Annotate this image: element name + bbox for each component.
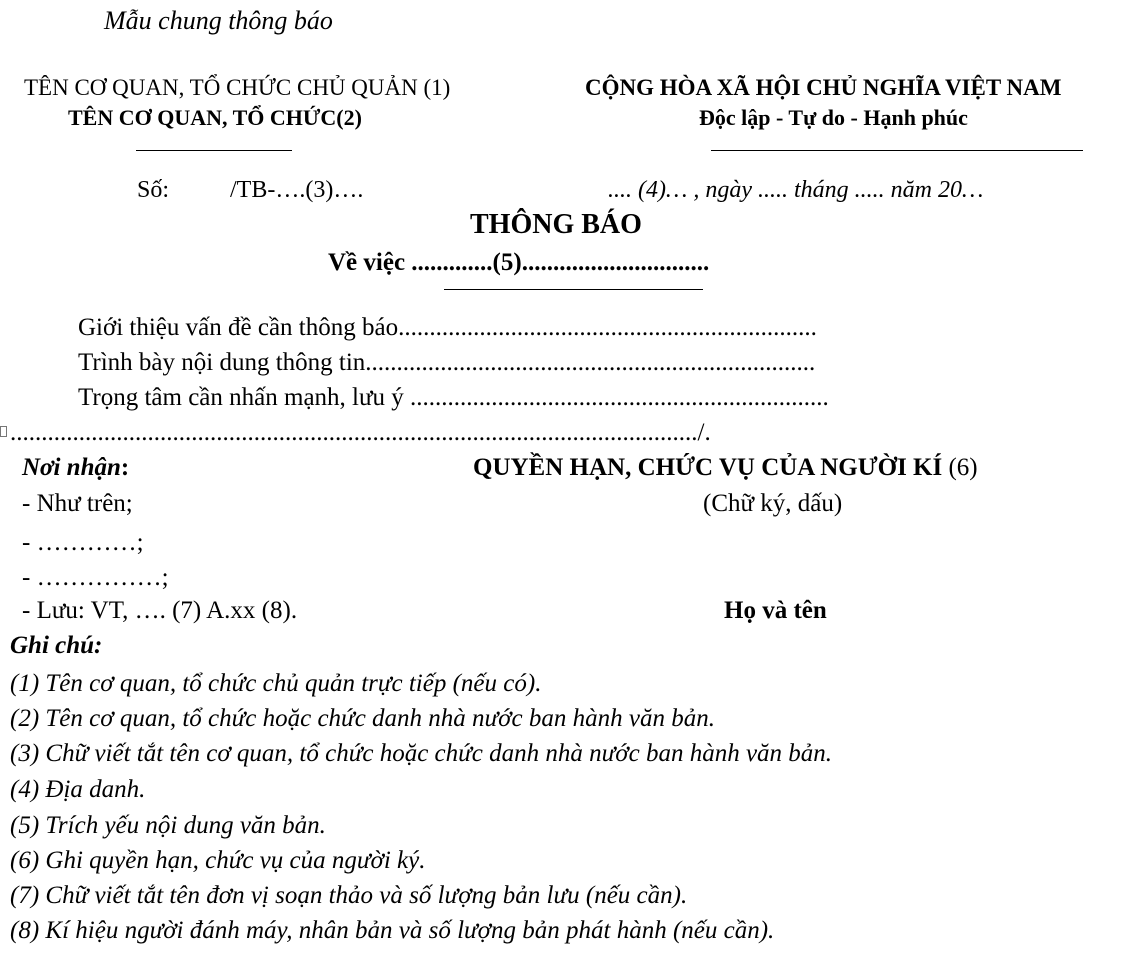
recipient-item: - Như trên; <box>22 490 133 517</box>
note-item: (2) Tên cơ quan, tổ chức hoặc chức danh nhà nước ban hành văn bản. <box>10 705 715 732</box>
note-item: (6) Ghi quyền hạn, chức vụ của người ký. <box>10 847 426 874</box>
signer-authority-ref: (6) <box>942 454 978 481</box>
note-item: (1) Tên cơ quan, tổ chức chủ quản trực tiếp (nếu có). <box>10 670 542 697</box>
motto-underline <box>711 150 1083 151</box>
body-line: Trọng tâm cần nhấn mạnh, lưu ý ................................................................... <box>78 384 829 411</box>
signature-authority-line <box>473 455 978 480</box>
recipient-item: - Lưu: VT, …. (7) A.xx (8). <box>22 597 298 624</box>
note-item: (8) Kí hiệu người đánh máy, nhân bản và số lượng bản phát hành (nếu cần). <box>10 917 775 944</box>
subject-underline <box>444 289 703 290</box>
signer-name: Họ và tên <box>724 597 827 624</box>
form-label: Mẫu chung thông báo <box>104 6 333 35</box>
recipients-heading <box>22 455 129 480</box>
parent-org: TÊN CƠ QUAN, TỔ CHỨC CHỦ QUẢN (1) <box>24 75 451 100</box>
document-subject: Về việc .............(5).............................. <box>328 249 710 276</box>
note-item: (5) Trích yếu nội dung văn bản. <box>10 812 326 839</box>
recipients-heading-text: Nơi nhận <box>22 454 121 481</box>
country-name: CỘNG HÒA XÃ HỘI CHỦ NGHĨA VIỆT NAM <box>585 75 1062 100</box>
number-label: Số: <box>137 177 170 203</box>
note-item: (4) Địa danh. <box>10 776 146 803</box>
body-line: Giới thiệu vấn đề cần thông báo................................................................... <box>78 314 817 341</box>
national-motto: Độc lập - Tự do - Hạnh phúc <box>699 105 968 130</box>
org-name: TÊN CƠ QUAN, TỔ CHỨC(2) <box>68 105 362 130</box>
notes-heading: Ghi chú: <box>10 632 103 659</box>
document-title: THÔNG BÁO <box>470 209 642 240</box>
number-value: /TB-….(3)…. <box>230 177 364 203</box>
body-line: ............................................................................................................../. <box>10 419 711 446</box>
signer-authority: QUYỀN HẠN, CHỨC VỤ CỦA NGƯỜI KÍ <box>473 454 943 481</box>
recipient-item: - ……………; <box>22 564 169 591</box>
note-item: (7) Chữ viết tắt tên đơn vị soạn thảo và số lượng bản lưu (nếu cần). <box>10 882 688 909</box>
place-date: .... (4)… , ngày ..... tháng ..... năm 20… <box>608 177 984 203</box>
body-line: Trình bày nội dung thông tin........................................................................ <box>78 349 816 376</box>
recipient-item: - …………; <box>22 529 144 556</box>
org-underline <box>136 150 292 151</box>
recipients-colon: : <box>120 454 130 481</box>
note-item: (3) Chữ viết tắt tên cơ quan, tổ chức hoặc chức danh nhà nước ban hành văn bản. <box>10 740 833 767</box>
table-move-handle[interactable] <box>0 426 7 437</box>
signature-note: (Chữ ký, dấu) <box>703 490 843 517</box>
